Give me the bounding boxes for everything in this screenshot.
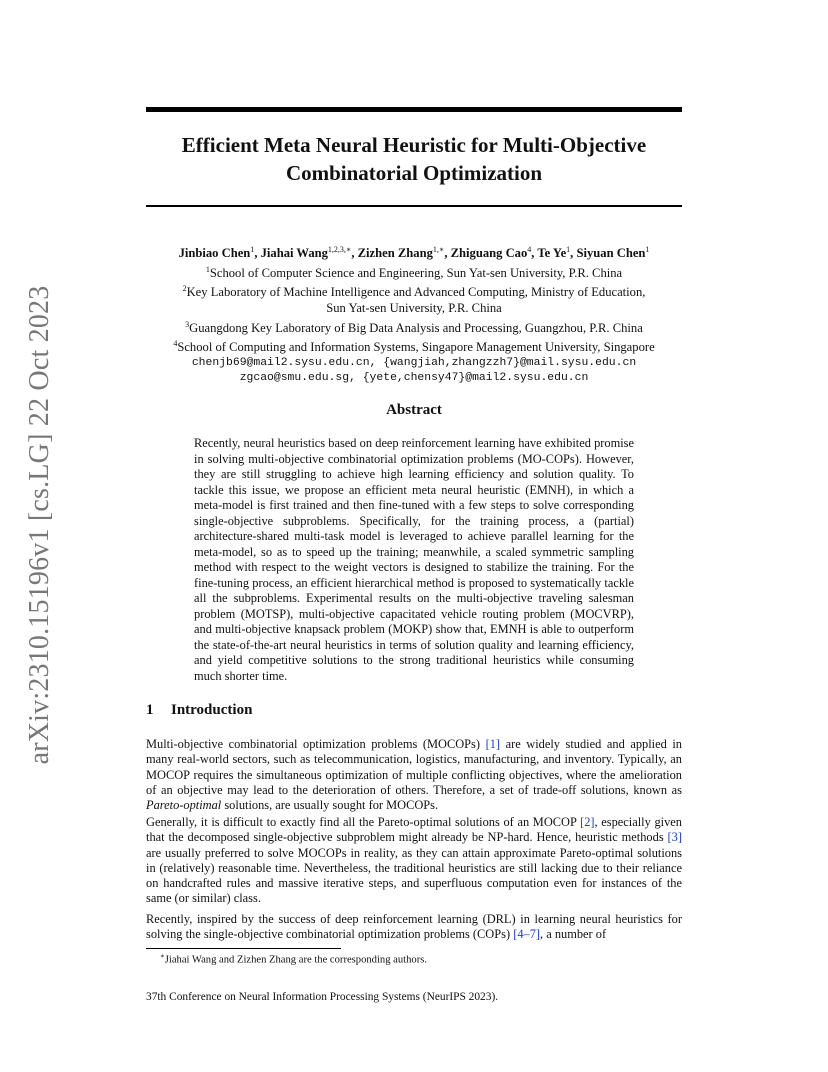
author-name: Te Ye bbox=[537, 246, 567, 261]
title-rule-bottom bbox=[146, 205, 682, 207]
affiliation-sup: 2 bbox=[182, 284, 187, 294]
affiliation-sup: 1 bbox=[205, 264, 210, 274]
author-sup: 4 bbox=[527, 245, 532, 254]
affiliation-1 bbox=[130, 262, 698, 282]
author-name: Zhiguang Cao bbox=[450, 246, 528, 261]
text-run: Recently, inspired by the success of deep reinforcement learning (DRL) in learning neural heuristics for solving the single-objective combinatorial optimization problems (COPs) bbox=[146, 912, 682, 942]
footnote bbox=[160, 952, 427, 966]
email-line-1: chenjb69@mail2.sysu.edu.cn, {wangjiah,zhangzzh7}@mail.sysu.edu.cn bbox=[191, 356, 637, 369]
citation-link[interactable]: [1] bbox=[485, 737, 501, 751]
paragraph-1 bbox=[146, 737, 682, 813]
abstract-text: Recently, neural heuristics based on deep reinforcement learning have exhibited promise in solving multi-objective combinatorial optimization problems (MO-COPs). However, they are still struggling to achieve high learning efficiency and solution quality. To tackle this issue, we propose an efficient meta neural heuristic (EMNH), in which a meta-model is first trained and then fine-tuned with a few steps to solve corresponding single-objective subproblems. Specifically, for the training process, a (partial) architecture-shared multi-task model is leveraged to achieve parallel learning for the meta-model, so as to speed up the training; meanwhile, a scaled symmetric sampling method with respect to the weight vectors is designed to stabilize the training. For the fine-tuning process, an efficient hierarchical method is proposed to systematically tackle all the subproblems. Experimental results on the multi-objective traveling salesman problem (MOTSP), multi-objective capacitated vehicle routing problem (MOCVRP), and multi-objective knapsack problem (MOKP) show that, EMNH is able to outperform the state-of-the-art neural heuristics in terms of solution quality and learning efficiency, and yield competitive solutions to the strong traditional heuristics while consuming much shorter time. bbox=[194, 436, 634, 683]
footnote-mark: ∗ bbox=[160, 952, 165, 960]
affiliation-sup: 3 bbox=[185, 319, 190, 329]
title-line-1: Efficient Meta Neural Heuristic for Multi-Objective bbox=[181, 133, 647, 157]
text-run: , a number of bbox=[540, 927, 607, 942]
footnote-rule bbox=[146, 948, 341, 949]
author-sep: , bbox=[570, 246, 577, 261]
citation-link[interactable]: [2] bbox=[580, 815, 595, 829]
citation-link[interactable]: [4–7] bbox=[513, 927, 541, 942]
section-number: 1 bbox=[146, 702, 154, 718]
text-run: are widely studied and applied in many real-world sectors, such as telecommunication, logistics, manufacturing, and inventory. Typically, an MOCOP requires the simultaneous optimization of multiple conflicting objectives, where the amelioration of an objective may lead to the deterioration of others. Therefore, a set of trade-off solutions, known as bbox=[146, 737, 682, 797]
affiliation-2-cont: Sun Yat-sen University, P.R. China bbox=[326, 301, 502, 316]
paragraph-2 bbox=[146, 815, 682, 907]
abstract-heading: Abstract bbox=[386, 402, 442, 418]
paragraph-3 bbox=[146, 912, 682, 943]
text-run: Generally, it is difficult to exactly find all the Pareto-optimal solutions of an MOCOP bbox=[146, 815, 581, 829]
affiliation-text: School of Computer Science and Engineering, Sun Yat-sen University, P.R. China bbox=[209, 265, 623, 280]
author-name: Zizhen Zhang bbox=[357, 246, 433, 261]
author-sup: 1 bbox=[645, 245, 650, 254]
author-sup: 1 bbox=[566, 245, 571, 254]
affiliation-text: Guangdong Key Laboratory of Big Data Analysis and Processing, Guangzhou, P.R. China bbox=[189, 320, 643, 335]
text-run: are usually preferred to solve MOCOPs in reality, as they can attain approximate Pareto-optimal solutions in (relatively) reasonable time. Nevertheless, the traditional heuristics are still lacking due to their reliance on handcrafted rules and massive iterative steps, and superfluous computation even for instances of the same (or similar) class. bbox=[146, 845, 682, 906]
citation-link[interactable]: [3] bbox=[667, 830, 682, 845]
affiliation-2 bbox=[130, 281, 698, 301]
italic-term: Pareto-optimal bbox=[146, 798, 222, 813]
title-rule-top bbox=[146, 107, 682, 112]
author-sup: 1 bbox=[250, 245, 255, 254]
author-name: Jiahai Wang bbox=[260, 246, 328, 261]
affiliation-sup: 4 bbox=[173, 339, 178, 349]
author-sep: , bbox=[351, 246, 358, 261]
section-title: Introduction bbox=[171, 702, 253, 718]
author-sep: , bbox=[531, 246, 538, 261]
author-name: Jinbiao Chen bbox=[178, 246, 251, 261]
affiliation-3 bbox=[130, 317, 698, 337]
section-heading bbox=[146, 702, 252, 719]
text-run: solutions, are usually sought for MOCOPs. bbox=[221, 798, 439, 813]
affiliation-text: Key Laboratory of Machine Intelligence and Advanced Computing, Ministry of Education, bbox=[186, 285, 646, 300]
author-list bbox=[130, 242, 698, 262]
arxiv-stamp-text: arXiv:2310.15196v1 [cs.LG] 22 Oct 2023 bbox=[24, 285, 55, 765]
email-line-2: zgcao@smu.edu.sg, {yete,chensy47}@mail2.sysu.edu.cn bbox=[239, 372, 589, 385]
affiliation-4 bbox=[130, 336, 698, 356]
author-name: Siyuan Chen bbox=[576, 246, 646, 261]
author-sep: , bbox=[254, 246, 261, 261]
arxiv-stamp bbox=[20, 285, 60, 765]
paper-title bbox=[146, 131, 682, 187]
affiliation-text: School of Computing and Information Systems, Singapore Management University, Singapore bbox=[177, 340, 655, 355]
text-run: , especially given that the decomposed single-objective subproblem might already be NP-hard. Hence, heuristic methods bbox=[146, 815, 682, 845]
author-sep: , bbox=[444, 246, 451, 261]
text-run: Multi-objective combinatorial optimization problems (MOCOPs) bbox=[146, 737, 486, 751]
venue-line: 37th Conference on Neural Information Processing Systems (NeurIPS 2023). bbox=[146, 991, 499, 1003]
author-sup: 1,∗ bbox=[432, 245, 445, 254]
author-sup: 1,2,3,∗ bbox=[327, 245, 352, 254]
author-block bbox=[130, 242, 698, 387]
footnote-text: Jiahai Wang and Zizhen Zhang are the corresponding authors. bbox=[164, 954, 428, 966]
title-line-2: Combinatorial Optimization bbox=[285, 161, 543, 185]
